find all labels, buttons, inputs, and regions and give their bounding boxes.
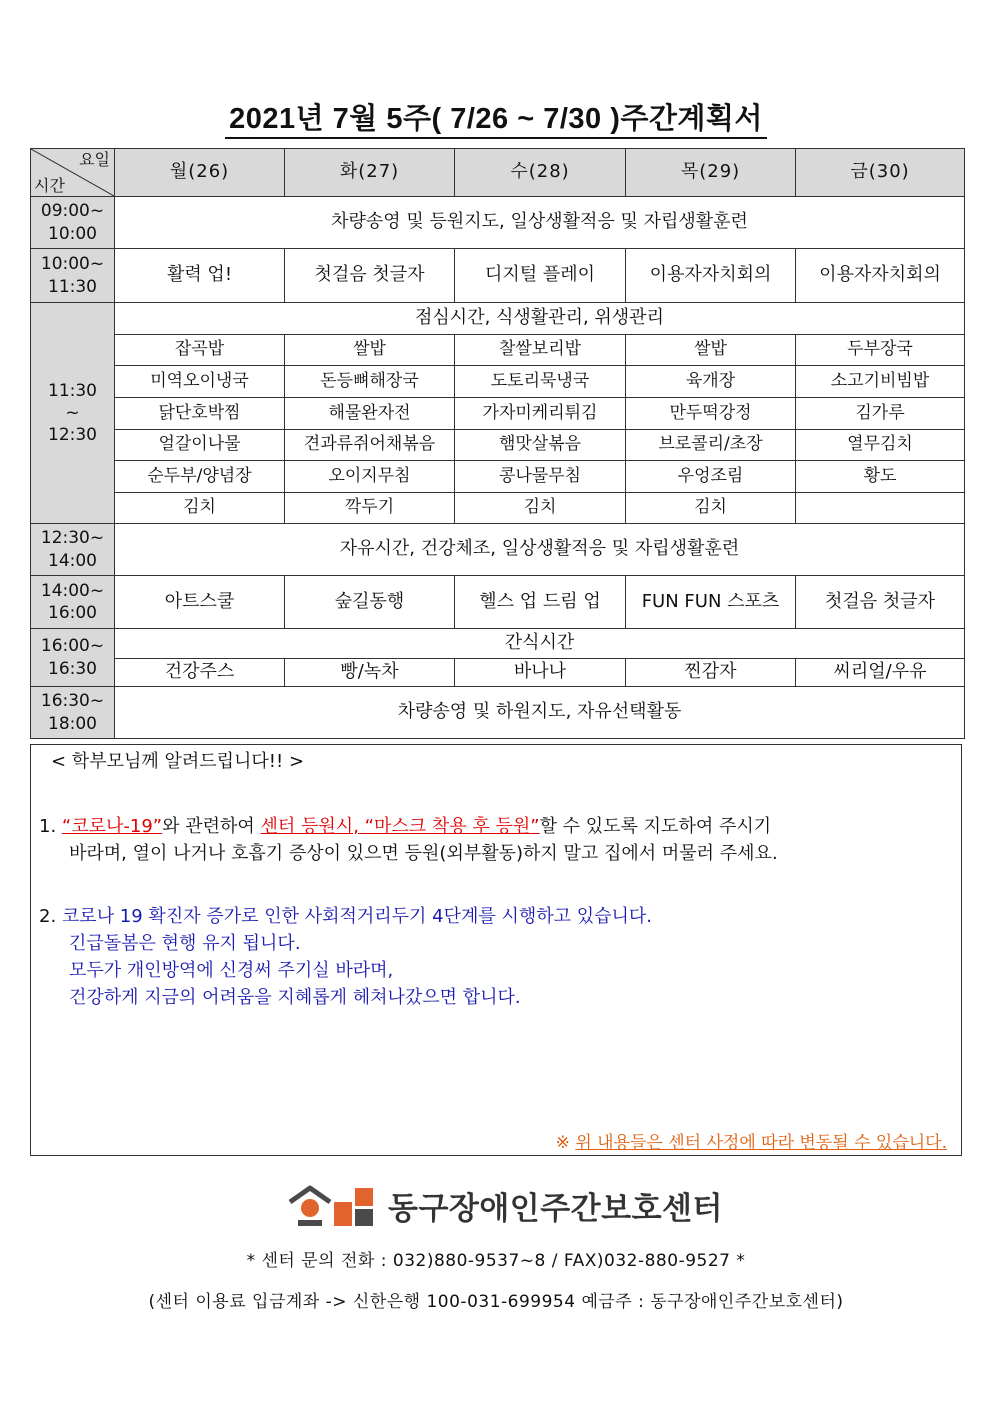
lunch-heading-row — [31, 303, 965, 335]
menu-item: 김가루 — [796, 398, 965, 430]
snack-heading: 간식시간 — [115, 629, 965, 659]
activity-cell: 차량송영 및 등원지도, 일상생활적응 및 자립생활훈련 — [115, 197, 965, 249]
time-cell: 16:30~ 18:00 — [31, 687, 115, 739]
activity-cell: 활력 업! — [115, 249, 285, 303]
snack-heading-row — [31, 629, 965, 659]
schedule-row — [31, 197, 965, 249]
snack-item: 찐감자 — [626, 659, 796, 687]
schedule-row — [31, 576, 965, 629]
menu-item: 브로콜리/초장 — [626, 430, 796, 461]
snack-row — [31, 659, 965, 687]
activity-cell: 숲길동행 — [285, 576, 455, 629]
snack-item: 바나나 — [455, 659, 626, 687]
menu-item: 찰쌀보리밥 — [455, 335, 626, 366]
lunch-heading: 점심시간, 식생활관리, 위생관리 — [115, 303, 965, 335]
corner-time-label: 시간 — [34, 175, 65, 195]
menu-item — [796, 493, 965, 524]
snack-item: 빵/녹차 — [285, 659, 455, 687]
menu-item: 얼갈이나물 — [115, 430, 285, 461]
menu-row — [31, 430, 965, 461]
menu-item: 순두부/양념장 — [115, 461, 285, 493]
time-cell: 14:00~ 16:00 — [31, 576, 115, 629]
schedule-row — [31, 249, 965, 303]
account-info: (센터 이용료 입금계좌 -> 신한은행 100-031-699954 예금주 : 동구장애인주간보호센터) — [148, 1292, 844, 1312]
parent-notice-box — [30, 744, 962, 1156]
activity-cell: 자유시간, 건강체조, 일상생활적응 및 자립생활훈련 — [115, 524, 965, 576]
time-cell: 11:30 ~ 12:30 — [31, 303, 115, 524]
notice-item-2: 2. 코로나 19 확진자 증가로 인한 사회적거리두기 4단계를 시행하고 있습니다. 긴급돌봄은 현행 유지 됩니다. 모두가 개인방역에 신경써 주기실 바라며, 건강하게 지금의 어려움을 지혜롭게 헤쳐나갔으면 합니다. — [39, 906, 653, 1008]
menu-item: 가자미케리튀김 — [455, 398, 626, 430]
center-name: 동구장애인주간보호센터 — [388, 1190, 723, 1227]
snack-item: 씨리얼/우유 — [796, 659, 965, 687]
menu-item: 소고기비빔밥 — [796, 366, 965, 398]
menu-row — [31, 335, 965, 366]
notice-covid-quote: “코로나-19” — [61, 816, 163, 837]
activity-cell: 디지털 플레이 — [455, 249, 626, 303]
menu-item: 김치 — [626, 493, 796, 524]
menu-item: 깍두기 — [285, 493, 455, 524]
menu-row — [31, 493, 965, 524]
menu-item: 해물완자전 — [285, 398, 455, 430]
menu-item: 잡곡밥 — [115, 335, 285, 366]
menu-item: 우엉조림 — [626, 461, 796, 493]
document-title: 2021년 7월 5주( 7/26 ~ 7/30 )주간계획서 — [0, 96, 992, 137]
menu-item: 김치 — [455, 493, 626, 524]
day-header: 목(29) — [626, 149, 796, 197]
contact-info: * 센터 문의 전화 : 032)880-9537~8 / FAX)032-880-9527 * — [246, 1251, 746, 1271]
activity-cell: 첫걸음 첫글자 — [285, 249, 455, 303]
center-logo-icon — [288, 1182, 380, 1228]
menu-item: 육개장 — [626, 366, 796, 398]
menu-item: 열무김치 — [796, 430, 965, 461]
menu-item: 쌀밥 — [285, 335, 455, 366]
menu-item: 햄맛살볶음 — [455, 430, 626, 461]
time-cell: 10:00~ 11:30 — [31, 249, 115, 303]
menu-item: 오이지무침 — [285, 461, 455, 493]
notice-heading: < 학부모님께 알려드립니다!! > — [51, 751, 305, 772]
snack-item: 건강주스 — [115, 659, 285, 687]
menu-item: 두부장국 — [796, 335, 965, 366]
activity-cell: FUN FUN 스포츠 — [626, 576, 796, 629]
menu-item: 미역오이냉국 — [115, 366, 285, 398]
day-header: 월(26) — [115, 149, 285, 197]
activity-cell: 첫걸음 첫글자 — [796, 576, 965, 629]
corner-day-label: 요일 — [79, 150, 110, 169]
menu-row — [31, 366, 965, 398]
activity-cell: 이용자자치회의 — [796, 249, 965, 303]
corner-cell — [31, 149, 115, 197]
activity-cell: 헬스 업 드림 업 — [455, 576, 626, 629]
menu-row — [31, 398, 965, 430]
notice-mask-highlight: 센터 등원시, “마스크 착용 후 등원” — [260, 816, 540, 837]
activity-cell: 아트스쿨 — [115, 576, 285, 629]
notice-item-1: 1. “코로나-19”와 관련하여 센터 등원시, “마스크 착용 후 등원”할 수 있도록 지도하여 주시기 바라며, 열이 나거나 호흡기 증상이 있으면 등원(외부활동)하지 말고 집에서 머물러 주세요. — [39, 816, 778, 864]
day-header: 수(28) — [455, 149, 626, 197]
header-row — [31, 149, 965, 197]
menu-item: 도토리묵냉국 — [455, 366, 626, 398]
menu-item: 견과류쥐어채볶음 — [285, 430, 455, 461]
activity-cell: 이용자자치회의 — [626, 249, 796, 303]
activity-cell: 차량송영 및 하원지도, 자유선택활동 — [115, 687, 965, 739]
menu-item: 닭단호박찜 — [115, 398, 285, 430]
menu-item: 콩나물무침 — [455, 461, 626, 493]
menu-item: 황도 — [796, 461, 965, 493]
menu-item: 돈등뼈해장국 — [285, 366, 455, 398]
schedule-row — [31, 687, 965, 739]
menu-item: 김치 — [115, 493, 285, 524]
weekly-schedule-table — [30, 148, 965, 739]
day-header: 금(30) — [796, 149, 965, 197]
menu-item: 쌀밥 — [626, 335, 796, 366]
center-logo — [288, 1182, 723, 1228]
notice-footnote: ※ 위 내용들은 센터 사정에 따라 변동될 수 있습니다. — [555, 1133, 947, 1153]
time-cell: 09:00~ 10:00 — [31, 197, 115, 249]
time-cell: 16:00~ 16:30 — [31, 629, 115, 687]
time-cell: 12:30~ 14:00 — [31, 524, 115, 576]
schedule-row — [31, 524, 965, 576]
day-header: 화(27) — [285, 149, 455, 197]
menu-item: 만두떡강정 — [626, 398, 796, 430]
menu-row — [31, 461, 965, 493]
